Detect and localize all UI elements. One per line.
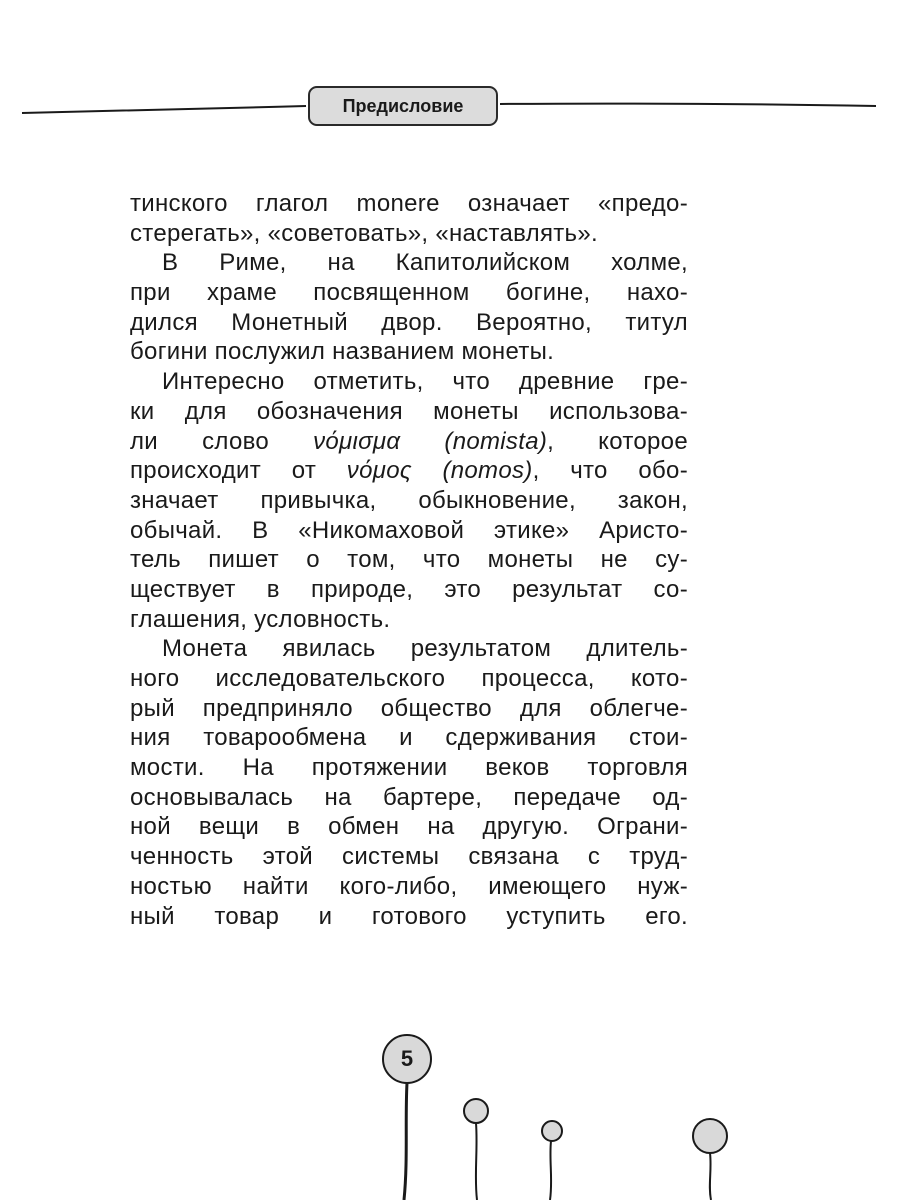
section-title-tab [308,86,498,126]
text-line: ществует в природе, это результат со- [130,575,688,603]
text-line: Интересно отметить, что древние гре- [162,368,688,396]
text-line: обычай. В «Никомаховой этике» Аристо- [130,516,688,544]
text-line [130,427,688,457]
text-line: глашения, условность. [130,605,391,633]
decor-circle [693,1119,727,1153]
italic-term: νόμος (nomos) [346,457,533,485]
text-line [130,456,688,486]
page-number: 5 [400,1046,414,1071]
text-line: тинского глагол monere означает «предо- [130,190,688,217]
text-segment: , которое [547,427,688,455]
text-line: значает привычка, обыкновение, закон, [130,486,688,514]
text-line: ния товарообмена и сдерживания стои- [130,724,688,752]
decor-circle [464,1099,488,1123]
text-line: дился Монетный двор. Вероятно, титул [130,308,688,336]
text-line: В Риме, на Капитолийском холме, [162,249,688,277]
text-line: ченность этой системы связана с труд- [130,843,688,871]
text-line: богини послужил названием монеты. [130,338,555,366]
text-line: рый предприняло общество для облегче- [130,694,688,722]
decor-circle [542,1121,562,1141]
italic-term: νόμισμα (nomista) [313,427,548,455]
text-line: ный товар и готового уступить его. [130,902,688,930]
text-line: ностью найти кого-либо, имеющего нуж- [130,872,688,900]
text-line: ного исследовательского процесса, кото- [130,665,688,692]
text-segment: происходит от [130,457,347,485]
text-line: при храме посвященном богине, нахо- [130,279,688,307]
text-line: ки для обозначения монеты использова- [130,397,688,425]
text-line: ной вещи в обмен на другую. Ограни- [130,813,688,841]
text-segment: , что обо- [532,457,688,485]
text-line: основывалась на бартере, передаче од- [130,783,688,811]
body-text [130,189,688,931]
text-line: мости. На протяжении веков торговля [130,754,688,782]
text-segment: ли слово [130,427,314,455]
text-line: стерегать», «советовать», «наставлять». [130,219,598,247]
section-title: Предисловие [342,95,464,116]
text-line: Монета явилась результатом длитель- [162,635,688,663]
lollipop-decoration [0,1000,900,1200]
text-line: тель пишет о том, что монеты не су- [130,546,688,574]
